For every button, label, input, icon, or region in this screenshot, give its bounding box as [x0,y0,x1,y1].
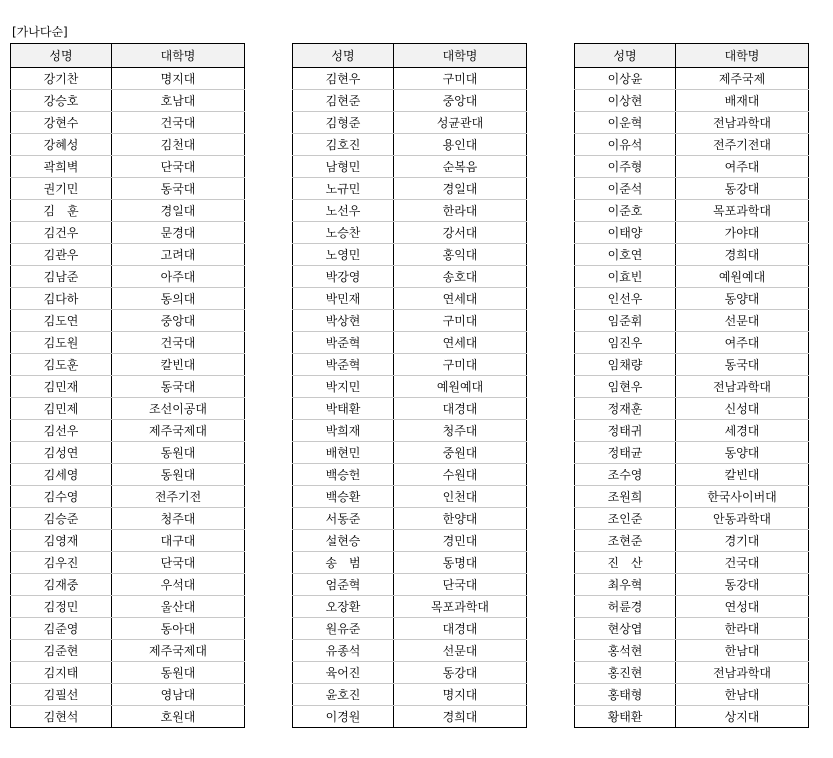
table-row [293,310,527,332]
table-row [575,156,809,178]
name-cell: 박희재 [293,420,394,442]
name-cell: 오장환 [293,596,394,618]
name-cell: 강기찬 [11,68,112,90]
table-row [293,134,527,156]
table-row [575,706,809,728]
name-cell: 김현우 [293,68,394,90]
table-row [293,376,527,398]
table-row [11,332,245,354]
university-cell: 전주기전대 [676,134,809,156]
name-cell: 조원희 [575,486,676,508]
university-cell: 아주대 [112,266,245,288]
roster-body [575,68,809,728]
university-cell: 가야대 [676,222,809,244]
name-cell: 김성연 [11,442,112,464]
university-cell: 동아대 [112,618,245,640]
roster-table-1 [10,43,245,728]
name-cell: 김도연 [11,310,112,332]
table-row [575,134,809,156]
name-cell: 이효빈 [575,266,676,288]
table-row [293,222,527,244]
table-row [11,112,245,134]
name-cell: 윤호진 [293,684,394,706]
university-cell: 용인대 [394,134,527,156]
table-row [11,508,245,530]
table-row [575,376,809,398]
university-cell: 전남과학대 [676,662,809,684]
table-row [11,684,245,706]
university-cell: 인천대 [394,486,527,508]
table-row [575,596,809,618]
table-row [575,574,809,596]
name-cell: 김영재 [11,530,112,552]
university-cell: 전주기전 [112,486,245,508]
name-cell: 김준현 [11,640,112,662]
table-row [11,574,245,596]
table-row [293,178,527,200]
university-cell: 동강대 [394,662,527,684]
name-cell: 조수영 [575,464,676,486]
name-cell: 김필선 [11,684,112,706]
table-row [575,266,809,288]
name-cell: 이상윤 [575,68,676,90]
table-row [293,574,527,596]
university-cell: 순복음 [394,156,527,178]
university-cell: 상지대 [676,706,809,728]
university-cell: 제주국제대 [112,640,245,662]
table-row [11,464,245,486]
table-row [11,398,245,420]
name-cell: 김민제 [11,398,112,420]
name-cell: 김현석 [11,706,112,728]
table-row [575,90,809,112]
name-cell: 김형준 [293,112,394,134]
table-row [575,354,809,376]
university-cell: 경기대 [676,530,809,552]
table-row [11,90,245,112]
name-cell: 정태귀 [575,420,676,442]
table-row [11,68,245,90]
university-cell: 구미대 [394,310,527,332]
university-cell: 동국대 [676,354,809,376]
table-row [293,90,527,112]
name-cell: 정태균 [575,442,676,464]
university-cell: 칼빈대 [676,464,809,486]
table-row [575,640,809,662]
name-cell: 김호진 [293,134,394,156]
table-row [575,112,809,134]
university-cell: 수원대 [394,464,527,486]
name-cell: 박태환 [293,398,394,420]
table-row [11,486,245,508]
table-row [575,662,809,684]
university-cell: 경일대 [394,178,527,200]
name-cell: 임현우 [575,376,676,398]
university-cell: 중앙대 [394,90,527,112]
name-cell: 이준석 [575,178,676,200]
table-row [293,684,527,706]
name-cell: 남형민 [293,156,394,178]
name-cell: 김남준 [11,266,112,288]
name-cell: 박민재 [293,288,394,310]
university-cell: 구미대 [394,68,527,90]
university-cell: 고려대 [112,244,245,266]
name-cell: 노승찬 [293,222,394,244]
university-cell: 송호대 [394,266,527,288]
table-row [293,332,527,354]
university-cell: 목포과학대 [676,200,809,222]
name-cell: 김 훈 [11,200,112,222]
table-row [11,552,245,574]
university-cell: 선문대 [394,640,527,662]
university-cell: 한라대 [394,200,527,222]
name-cell: 현상엽 [575,618,676,640]
university-cell: 동양대 [676,442,809,464]
header-name: 성명 [11,44,112,68]
table-row [575,508,809,530]
table-row [575,288,809,310]
name-cell: 인선우 [575,288,676,310]
name-cell: 배현민 [293,442,394,464]
name-cell: 임진우 [575,332,676,354]
roster-body [293,68,527,728]
table-row [293,706,527,728]
table-row [575,68,809,90]
name-cell: 진 산 [575,552,676,574]
table-row [293,244,527,266]
university-cell: 예원예대 [394,376,527,398]
university-cell: 건국대 [112,112,245,134]
university-cell: 동국대 [112,376,245,398]
table-row [11,662,245,684]
name-cell: 유종석 [293,640,394,662]
university-cell: 단국대 [394,574,527,596]
university-cell: 제주국제대 [112,420,245,442]
name-cell: 박강영 [293,266,394,288]
university-cell: 한남대 [676,684,809,706]
name-cell: 홍태형 [575,684,676,706]
name-cell: 곽희벽 [11,156,112,178]
university-cell: 안동과학대 [676,508,809,530]
name-cell: 임채량 [575,354,676,376]
university-cell: 한양대 [394,508,527,530]
table-row [293,552,527,574]
name-cell: 이주형 [575,156,676,178]
university-cell: 청주대 [112,508,245,530]
name-cell: 강혜성 [11,134,112,156]
name-cell: 노선우 [293,200,394,222]
name-cell: 엄준혁 [293,574,394,596]
name-cell: 이상현 [575,90,676,112]
university-cell: 동강대 [676,178,809,200]
university-cell: 여주대 [676,156,809,178]
university-cell: 동강대 [676,574,809,596]
name-cell: 김승준 [11,508,112,530]
name-cell: 홍진현 [575,662,676,684]
table-row [293,68,527,90]
name-cell: 백승환 [293,486,394,508]
name-cell: 서동준 [293,508,394,530]
name-cell: 강현수 [11,112,112,134]
table-row [293,442,527,464]
name-cell: 정재훈 [575,398,676,420]
name-cell: 김선우 [11,420,112,442]
table-row [293,420,527,442]
name-cell: 이운혁 [575,112,676,134]
table-row [293,288,527,310]
university-cell: 대구대 [112,530,245,552]
university-cell: 전남과학대 [676,112,809,134]
university-cell: 김천대 [112,134,245,156]
name-cell: 김지태 [11,662,112,684]
table-row [293,464,527,486]
university-cell: 명지대 [394,684,527,706]
university-cell: 전남과학대 [676,376,809,398]
name-cell: 최우혁 [575,574,676,596]
sort-order-caption: [가나다순] [12,25,68,39]
table-row [11,596,245,618]
university-cell: 한라대 [676,618,809,640]
table-row [575,332,809,354]
university-cell: 건국대 [676,552,809,574]
name-cell: 조현준 [575,530,676,552]
table-row [293,640,527,662]
table-row [11,618,245,640]
university-cell: 울산대 [112,596,245,618]
university-cell: 호남대 [112,90,245,112]
table-row [575,222,809,244]
table-row [293,200,527,222]
table-row [575,244,809,266]
roster-body [11,68,245,728]
table-row [11,200,245,222]
table-row [11,530,245,552]
name-cell: 허륜경 [575,596,676,618]
university-cell: 경희대 [394,706,527,728]
table-row [11,156,245,178]
name-cell: 설현승 [293,530,394,552]
university-cell: 신성대 [676,398,809,420]
table-row [293,398,527,420]
table-row [575,442,809,464]
name-cell: 김정민 [11,596,112,618]
name-cell: 박상현 [293,310,394,332]
university-cell: 강서대 [394,222,527,244]
name-cell: 이호연 [575,244,676,266]
name-cell: 조인준 [575,508,676,530]
university-cell: 중앙대 [112,310,245,332]
table-row [11,266,245,288]
table-row [575,178,809,200]
name-cell: 김세영 [11,464,112,486]
table-row [293,112,527,134]
table-row [11,244,245,266]
table-row [575,464,809,486]
header-university: 대학명 [394,44,527,68]
table-row [11,706,245,728]
university-cell: 경희대 [676,244,809,266]
university-cell: 목포과학대 [394,596,527,618]
name-cell: 노영민 [293,244,394,266]
university-cell: 동원대 [112,464,245,486]
table-row [11,640,245,662]
name-cell: 김관우 [11,244,112,266]
university-cell: 여주대 [676,332,809,354]
university-cell: 우석대 [112,574,245,596]
table-row [293,508,527,530]
table-row [575,398,809,420]
university-cell: 동원대 [112,662,245,684]
table-row [575,486,809,508]
table-row [293,530,527,552]
table-row [11,354,245,376]
roster-table-2 [292,43,527,728]
header-university: 대학명 [112,44,245,68]
header-name: 성명 [293,44,394,68]
university-cell: 세경대 [676,420,809,442]
name-cell: 이유석 [575,134,676,156]
table-row [11,178,245,200]
university-cell: 홍익대 [394,244,527,266]
name-cell: 백승헌 [293,464,394,486]
name-cell: 김우진 [11,552,112,574]
university-cell: 동원대 [112,442,245,464]
header-name: 성명 [575,44,676,68]
university-cell: 청주대 [394,420,527,442]
name-cell: 박지민 [293,376,394,398]
university-cell: 배재대 [676,90,809,112]
table-row [11,376,245,398]
name-cell: 노규민 [293,178,394,200]
university-cell: 연세대 [394,332,527,354]
university-cell: 칼빈대 [112,354,245,376]
table-row [575,530,809,552]
university-cell: 대경대 [394,618,527,640]
table-row [11,310,245,332]
university-cell: 문경대 [112,222,245,244]
table-row [293,354,527,376]
name-cell: 송 범 [293,552,394,574]
name-cell: 김건우 [11,222,112,244]
table-row [11,442,245,464]
table-row [293,266,527,288]
university-cell: 동국대 [112,178,245,200]
name-cell: 김준영 [11,618,112,640]
university-cell: 건국대 [112,332,245,354]
university-cell: 단국대 [112,552,245,574]
table-row [293,156,527,178]
name-cell: 김현준 [293,90,394,112]
name-cell: 이태양 [575,222,676,244]
table-row [575,552,809,574]
table-row [575,684,809,706]
table-row [11,420,245,442]
table-row [575,310,809,332]
university-cell: 한남대 [676,640,809,662]
table-row [575,200,809,222]
table-row [11,288,245,310]
university-cell: 명지대 [112,68,245,90]
university-cell: 영남대 [112,684,245,706]
university-cell: 연성대 [676,596,809,618]
name-cell: 이경원 [293,706,394,728]
university-cell: 예원예대 [676,266,809,288]
name-cell: 육어진 [293,662,394,684]
university-cell: 경민대 [394,530,527,552]
university-cell: 연세대 [394,288,527,310]
university-cell: 성균관대 [394,112,527,134]
university-cell: 동양대 [676,288,809,310]
university-cell: 경일대 [112,200,245,222]
table-row [11,134,245,156]
table-row [11,222,245,244]
university-cell: 제주국제 [676,68,809,90]
university-cell: 대경대 [394,398,527,420]
roster-table-3 [574,43,809,728]
name-cell: 강승호 [11,90,112,112]
table-row [575,618,809,640]
university-cell: 동명대 [394,552,527,574]
table-row [293,662,527,684]
name-cell: 이준호 [575,200,676,222]
university-cell: 호원대 [112,706,245,728]
name-cell: 홍석현 [575,640,676,662]
university-cell: 선문대 [676,310,809,332]
name-cell: 김도원 [11,332,112,354]
university-cell: 구미대 [394,354,527,376]
table-row [293,596,527,618]
name-cell: 박준혁 [293,332,394,354]
university-cell: 중원대 [394,442,527,464]
name-cell: 임준휘 [575,310,676,332]
name-cell: 권기민 [11,178,112,200]
name-cell: 황태환 [575,706,676,728]
header-university: 대학명 [676,44,809,68]
name-cell: 김민재 [11,376,112,398]
table-row [293,618,527,640]
name-cell: 원유준 [293,618,394,640]
name-cell: 김도훈 [11,354,112,376]
university-cell: 조선이공대 [112,398,245,420]
name-cell: 김다하 [11,288,112,310]
university-cell: 동의대 [112,288,245,310]
table-row [293,486,527,508]
name-cell: 박준혁 [293,354,394,376]
university-cell: 한국사이버대 [676,486,809,508]
university-cell: 단국대 [112,156,245,178]
name-cell: 김수영 [11,486,112,508]
name-cell: 김재중 [11,574,112,596]
table-row [575,420,809,442]
